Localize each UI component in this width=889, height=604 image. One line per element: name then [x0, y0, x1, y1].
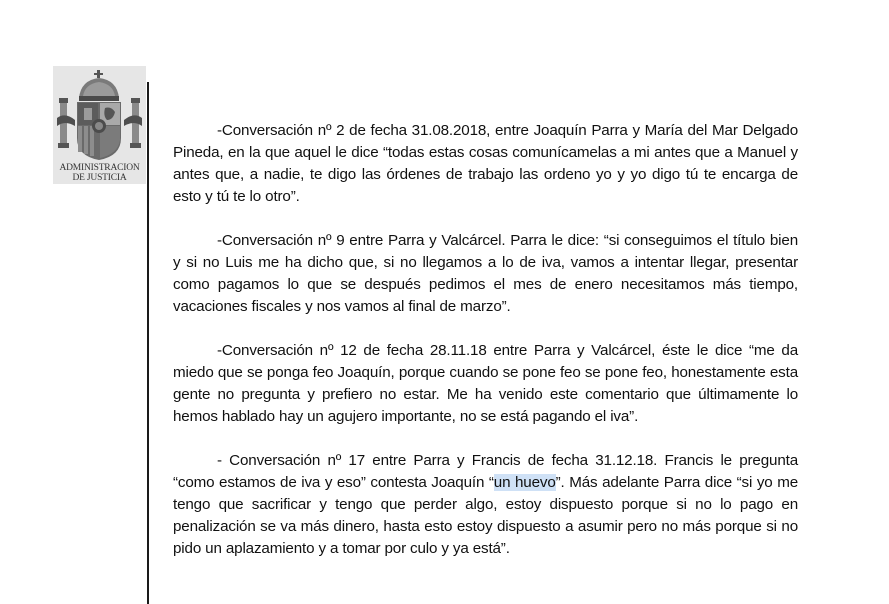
text-selection-highlight[interactable]: un huevo: [493, 474, 556, 491]
paragraph-conversation-9: -Conversación nº 9 entre Parra y Valcárcel. Parra le dice: “si conseguimos el título bien y si no Luis me ha dicho que, si no llegamos a lo de iva, vamos a intentar llegar, presentar como pagamos lo que se después pedimos el mes de enero necesitamos más tiempo, vacaciones fiscales y nos vamos al final de marzo”.: [173, 232, 798, 315]
paragraph-conversation-17: [173, 450, 798, 560]
paragraph-text-after-highlight: ”. Más adelante Parra dice “si yo me tengo que sacrificar y tengo que perder algo, estoy dispuesto porque si no lo pago en penalización se va más dinero, hasta esto estoy dispuesto a asumir pero no más porque si no pido un aplazamiento y a tomar por culo y ya está”.: [173, 474, 798, 557]
logo-line-1: ADMINISTRACION: [59, 163, 140, 173]
document-body: [173, 120, 798, 582]
paragraph-conversation-12: -Conversación nº 12 de fecha 28.11.18 entre Parra y Valcárcel, éste le dice “me da miedo que se ponga feo Joaquín, porque cuando se pone feo se pone feo, honestamente esta gente no pregunta y prefiero no estar. Me ha venido este comentario que últimamente lo hemos hablado hay un agujero importante, no se está pagando el iva”.: [173, 342, 798, 425]
coat-of-arms-icon: [55, 68, 144, 162]
paragraph-text-before-highlight: - Conversación nº 17 entre Parra y Francis de fecha 31.12.18. Francis le pregunta “como estamos de iva y eso” contesta Joaquín “: [173, 452, 798, 491]
administracion-de-justicia-logo: [53, 66, 146, 184]
margin-rule: [147, 82, 149, 604]
logo-line-2: DE JUSTICIA: [72, 173, 127, 183]
paragraph-conversation-2: -Conversación nº 2 de fecha 31.08.2018, entre Joaquín Parra y María del Mar Delgado Pineda, en la que aquel le dice “todas estas cosas comunícamelas a mi antes que a Manuel y antes que, a nadie, te digo las órdenes de trabajo las ordeno yo y yo digo tú te encarga de esto y tú te lo otro”.: [173, 122, 798, 205]
